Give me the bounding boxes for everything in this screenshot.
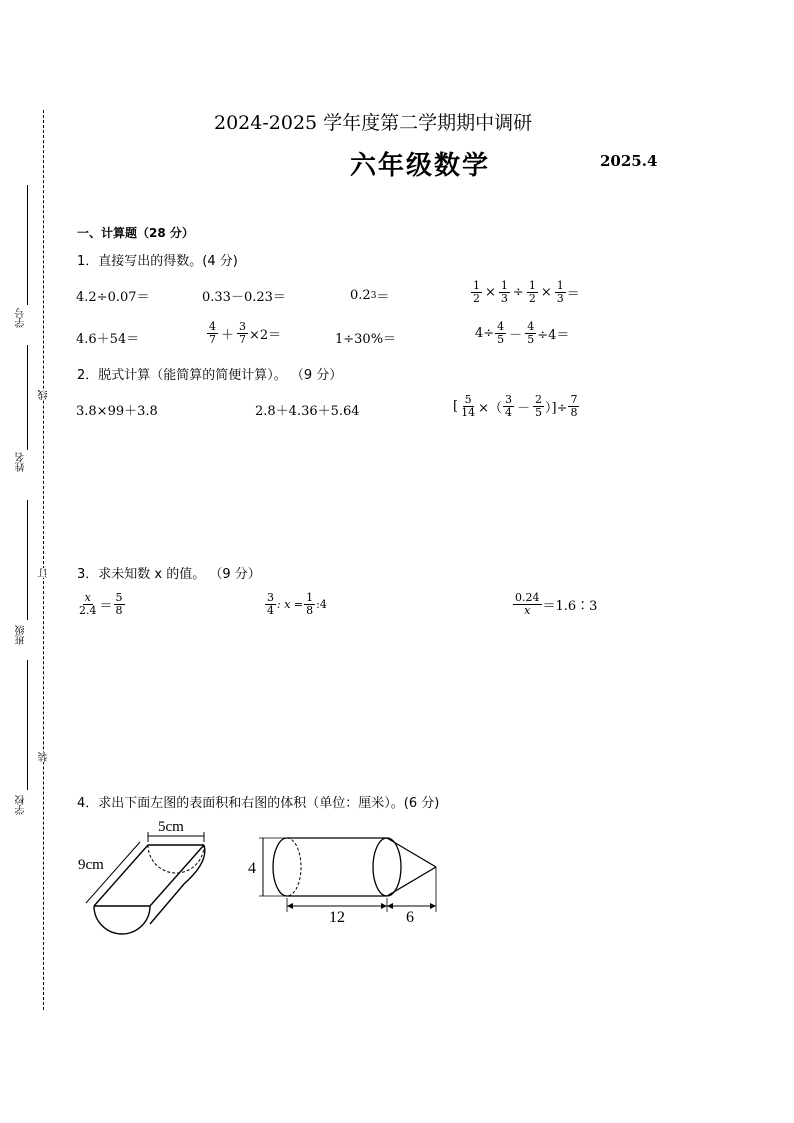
- subject-title: 六年级数学: [350, 151, 491, 181]
- name-line: [27, 345, 28, 450]
- student-no-label: 学号: [16, 308, 27, 328]
- fraction: $\frac{1}{3}$: [556, 279, 564, 305]
- fraction: $\frac{5}{14}$: [461, 393, 476, 419]
- q3-prompt: 3．求未知数 x 的值。 （9 分）: [77, 567, 261, 582]
- q1-expr-2: 0.33－0.23＝: [202, 290, 286, 305]
- half-cylinder-figure: [74, 812, 219, 940]
- exam-date: 2025.4: [600, 152, 658, 170]
- fraction: $\frac{4}{7}$: [209, 320, 216, 346]
- label-height-4: 4: [248, 860, 256, 877]
- label-length-6: 6: [406, 909, 414, 926]
- label-length-12: 12: [329, 909, 345, 926]
- school-label: 学校: [16, 795, 27, 815]
- q2-expr-3: [ $\frac{5}{14}$ ×（ $\frac{3}{4}$ － $\frac{2}{5}$ ）]÷ $\frac{7}{8}$: [453, 393, 578, 419]
- q2-expr-2: 2.8＋4.36＋5.64: [255, 404, 360, 419]
- fraction: $\frac{3}{4}$: [267, 591, 274, 617]
- student-no-line: [27, 185, 28, 305]
- q1-expr-3-base: 0.2: [350, 288, 371, 303]
- zhuang-char: 装: [39, 752, 50, 762]
- line-char: 线: [39, 390, 50, 400]
- q2-prompt: 2．脱式计算（能简算的简便计算）。 （9 分）: [77, 368, 343, 383]
- q3-expr-1: $\frac{x}{2.4}$ ＝ $\frac{5}{8}$: [79, 591, 123, 617]
- fraction: $\frac{0.24}{x}$: [515, 591, 540, 617]
- class-label: 班级: [16, 625, 27, 645]
- section-1-title: 一、计算题（28 分）: [77, 226, 194, 240]
- q4-prompt: 4．求出下面左图的表面积和右图的体积（单位：厘米）。(6 分): [77, 796, 440, 811]
- name-label: 姓名: [16, 452, 27, 472]
- cylinder-cone-figure: [245, 830, 445, 930]
- label-5cm: 5cm: [158, 819, 184, 835]
- fraction: $\frac{5}{8}$: [115, 591, 123, 617]
- fraction: $\frac{1}{2}$: [473, 279, 480, 305]
- fraction: $\frac{3}{7}$: [239, 320, 247, 346]
- school-line: [27, 660, 28, 790]
- q1-expr-3-eq: ＝: [376, 290, 390, 305]
- q1-prompt: 1．直接写出的得数。(4 分): [77, 254, 238, 269]
- fraction: $\frac{7}{8}$: [570, 393, 578, 419]
- q1-expr-4: $\frac{1}{2}$ × $\frac{1}{3}$ ÷ $\frac{1}{2}$ × $\frac{1}{3}$ ＝: [473, 279, 580, 305]
- q1-expr-5: 4.6＋54＝: [76, 332, 140, 347]
- ding-char: 订: [39, 568, 50, 578]
- fraction: $\frac{3}{4}$: [504, 393, 512, 419]
- fraction: $\frac{2}{5}$: [535, 393, 542, 419]
- fraction: $\frac{4}{5}$: [497, 320, 505, 346]
- q3-expr-2: $\frac{3}{4}$ : x = $\frac{1}{8}$ :4: [267, 591, 327, 617]
- class-line: [27, 500, 28, 620]
- fraction: $\frac{4}{5}$: [527, 320, 535, 346]
- q2-expr-1: 3.8×99＋3.8: [76, 404, 158, 419]
- label-9cm: 9cm: [78, 857, 104, 873]
- q1-expr-6: $\frac{4}{7}$ ＋ $\frac{3}{7}$ ×2＝: [209, 320, 282, 346]
- q1-expr-3-exp: 3: [370, 290, 377, 301]
- exam-title: 2024-2025 学年度第二学期期中调研: [214, 112, 533, 134]
- fraction: $\frac{1}{8}$: [306, 591, 314, 617]
- fraction: $\frac{1}{3}$: [500, 279, 508, 305]
- fraction: $\frac{1}{2}$: [528, 279, 536, 305]
- q1-expr-7: 1÷30%＝: [335, 332, 397, 347]
- q1-expr-3: [350, 286, 389, 305]
- fraction: $\frac{x}{2.4}$: [79, 591, 97, 617]
- q1-expr-8: 4÷ $\frac{4}{5}$ － $\frac{4}{5}$ ÷4＝: [475, 320, 570, 346]
- binding-dashed-line: [43, 110, 44, 1010]
- q1-expr-1: 4.2÷0.07＝: [76, 290, 150, 305]
- q3-expr-3: $\frac{0.24}{x}$ ＝1.6∶3: [515, 591, 598, 617]
